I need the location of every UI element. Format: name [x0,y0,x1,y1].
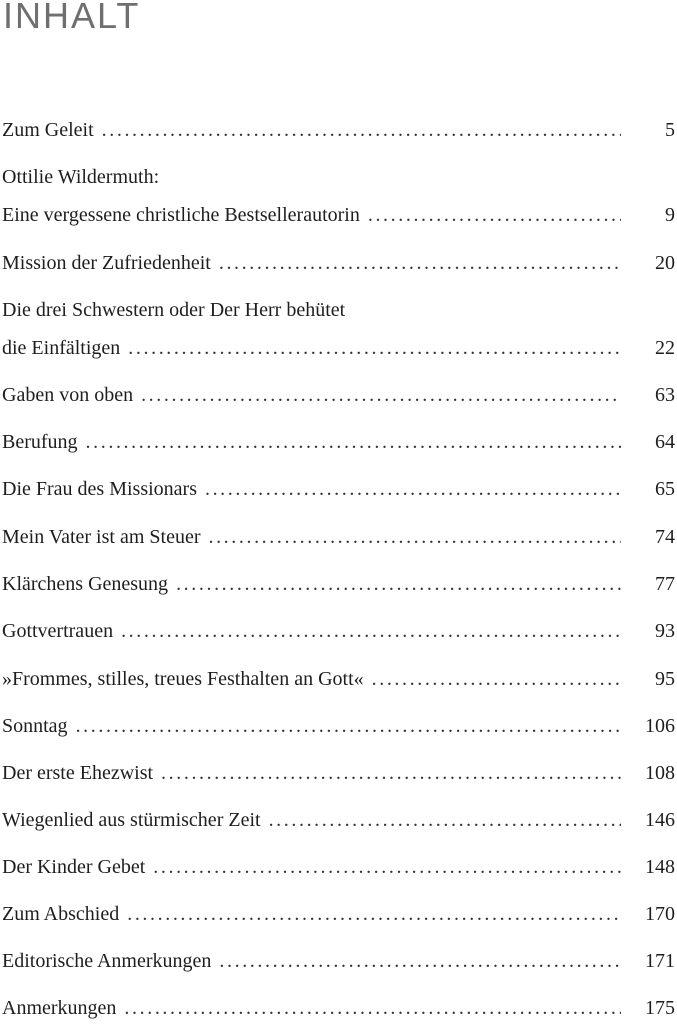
toc-entry-title: Wiegenlied aus stürmischer Zeit [2,809,261,831]
leader-dots [86,427,621,457]
toc-entry-page: 148 [645,856,675,878]
toc-entry[interactable] [2,616,675,646]
toc-entry-page: 77 [655,573,675,595]
toc-entry-page: 63 [655,384,675,406]
toc-entry-title: die Einfältigen [2,337,121,359]
toc-entry-title-line[interactable] [2,295,675,325]
toc-entry[interactable] [2,946,675,976]
leader-dots [219,946,621,976]
toc-entry-page: 5 [665,119,675,141]
toc-entry[interactable] [2,427,675,457]
toc-entry-title: Gaben von oben [2,384,134,406]
toc-entry-page: 175 [645,997,675,1019]
toc-entry[interactable] [2,899,675,929]
toc-entry-page: 171 [645,950,675,972]
toc-entry-title: Mein Vater ist am Steuer [2,526,201,548]
leader-dots [269,805,621,835]
leader-dots [208,522,621,552]
toc-entry[interactable] [2,333,675,363]
leader-dots [102,115,621,145]
toc-entry-title: Gottvertrauen [2,620,114,642]
leader-dots [141,380,621,410]
toc-entry[interactable] [2,115,675,145]
toc-entry[interactable] [2,664,675,694]
toc-entry-page: 108 [645,762,675,784]
leader-dots [368,200,621,230]
toc-entry[interactable] [2,200,675,230]
leader-dots [76,711,621,741]
toc-entry-title-line[interactable] [2,162,675,192]
toc-entry[interactable] [2,993,675,1023]
toc-entry-title: »Frommes, stilles, treues Festhalten an Gott« [2,668,364,690]
toc-entry[interactable] [2,852,675,882]
toc-entry-page: 95 [655,668,675,690]
toc-entry-page: 146 [645,809,675,831]
toc-entry-page: 64 [655,431,675,453]
toc-entry-title: Sonntag [2,715,68,737]
toc-entry-page: 22 [655,337,675,359]
toc-entry-title: Editorische Anmerkungen [2,950,212,972]
toc-entry-page: 20 [655,252,675,274]
toc-entry[interactable] [2,248,675,278]
toc-entry-title: Zum Geleit [2,119,94,141]
leader-dots [128,333,621,363]
toc-entry-title: Der Kinder Gebet [2,856,146,878]
leader-dots [124,993,621,1023]
toc-entry-page: 93 [655,620,675,642]
toc-entry-title: Ottilie Wildermuth: [2,166,160,188]
toc-entry-page: 9 [665,204,675,226]
toc-entry[interactable] [2,805,675,835]
leader-dots [161,758,621,788]
toc-entry-page: 74 [655,526,675,548]
toc-entry[interactable] [2,474,675,504]
toc-entry-title: Mission der Zufriedenheit [2,252,211,274]
toc-entry-page: 65 [655,478,675,500]
toc-entry-title: Berufung [2,431,78,453]
leader-dots [219,248,621,278]
toc-entry-title: Zum Abschied [2,903,120,925]
leader-dots [127,899,621,929]
leader-dots [176,569,621,599]
toc-entry[interactable] [2,569,675,599]
toc-entry[interactable] [2,758,675,788]
toc-entry-title: Die Frau des Missionars [2,478,197,500]
toc-entry-title: Klärchens Genesung [2,573,169,595]
page-title: INHALT [3,0,141,36]
leader-dots [372,664,621,694]
toc-entry-page: 106 [645,715,675,737]
toc-entry-page: 170 [645,903,675,925]
toc-entry-title: Die drei Schwestern oder Der Herr behütet [2,299,346,321]
leader-dots [121,616,621,646]
toc-entry-title: Anmerkungen [2,997,117,1019]
toc-entry[interactable] [2,522,675,552]
leader-dots [153,852,621,882]
toc-entry-title: Eine vergessene christliche Bestsellerautorin [2,204,360,226]
toc-entry-title: Der erste Ehezwist [2,762,154,784]
toc-entry[interactable] [2,380,675,410]
toc-entry[interactable] [2,711,675,741]
leader-dots [205,474,621,504]
